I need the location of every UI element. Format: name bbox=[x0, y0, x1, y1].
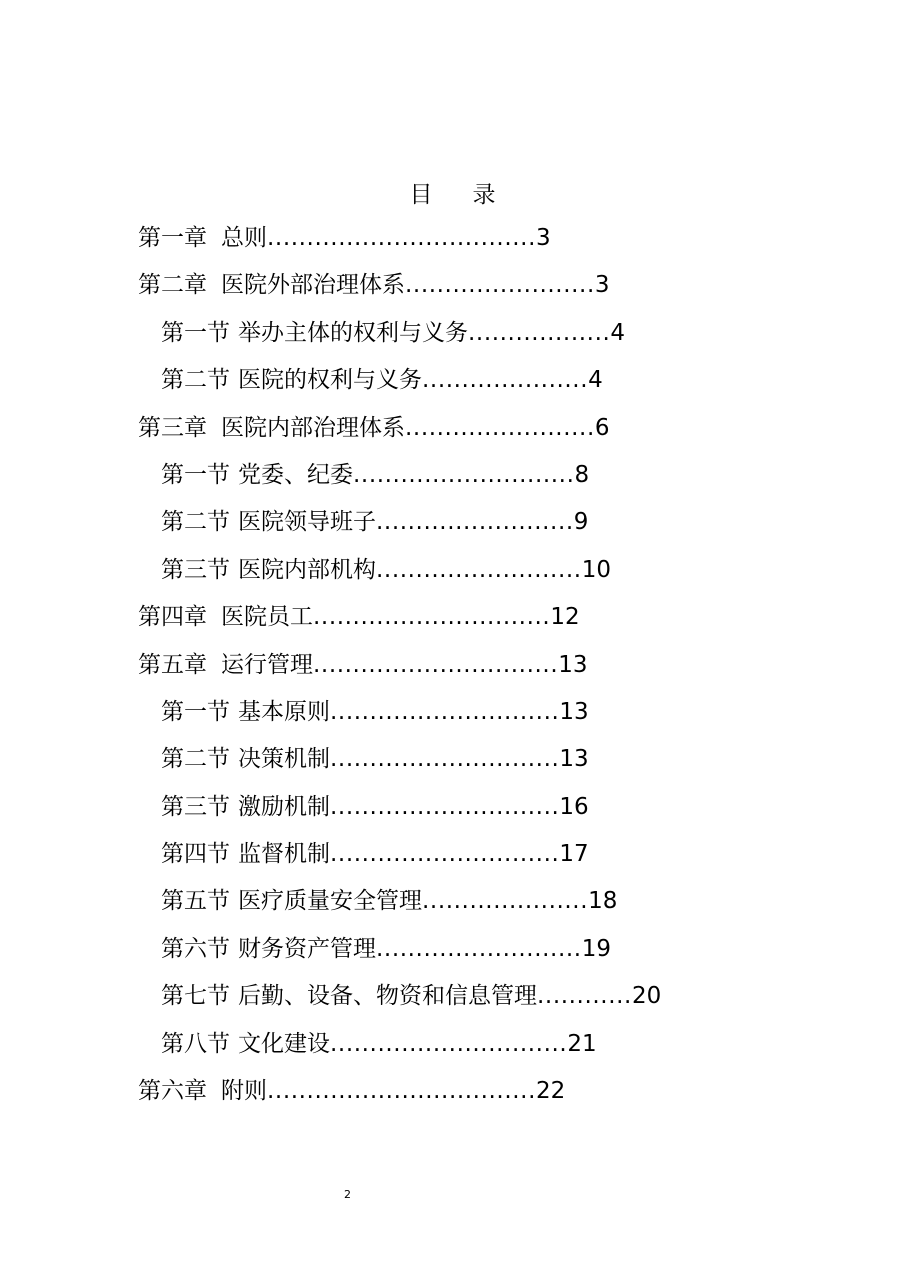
toc-entry-page: 13 bbox=[558, 651, 588, 678]
toc-entry-leader: ............ bbox=[537, 983, 632, 1010]
toc-entry-label: 第二节 bbox=[161, 509, 230, 536]
toc-entry-leader: .................................. bbox=[267, 1078, 536, 1105]
toc-entry-title: 医疗质量安全管理 bbox=[238, 888, 422, 915]
toc-entry-page: 21 bbox=[567, 1030, 597, 1057]
toc-entry-title: 监督机制 bbox=[238, 841, 330, 868]
toc-entry-leader: ............................ bbox=[353, 461, 575, 488]
toc-entry-title: 附则 bbox=[221, 1078, 267, 1105]
toc-entry-page: 4 bbox=[610, 319, 626, 346]
toc-entry-label: 第二节 bbox=[161, 367, 230, 394]
toc-entry-title: 运行管理 bbox=[221, 651, 313, 678]
toc-entry-section[interactable] bbox=[0, 787, 905, 834]
toc-entry-leader: .................................. bbox=[267, 225, 536, 251]
toc-entry-page: 22 bbox=[535, 1078, 566, 1105]
toc-entry-leader: .................. bbox=[468, 319, 611, 346]
toc-entry-section[interactable] bbox=[0, 881, 905, 928]
toc-entry-title: 总则 bbox=[221, 225, 267, 251]
toc-entry-title: 基本原则 bbox=[238, 698, 330, 725]
toc-entry-title: 财务资产管理 bbox=[238, 935, 376, 962]
toc-entry-chapter-4[interactable] bbox=[0, 597, 905, 644]
toc-entry-page: 13 bbox=[559, 746, 589, 773]
toc-entry-title: 医院内部机构 bbox=[238, 556, 376, 583]
toc-entry-section[interactable] bbox=[0, 1024, 905, 1071]
toc-entry-section[interactable] bbox=[0, 692, 905, 739]
toc-entry-leader: ..................... bbox=[422, 367, 589, 394]
toc-entry-leader: ........................ bbox=[405, 414, 595, 441]
toc-entry-title: 举办主体的权利与义务 bbox=[238, 319, 468, 346]
toc-entry-leader: ............................... bbox=[313, 651, 559, 678]
page-number: 2 bbox=[344, 1188, 351, 1201]
toc-entry-page: 12 bbox=[550, 604, 580, 631]
toc-entry-title: 医院的权利与义务 bbox=[238, 367, 422, 394]
toc-entry-page: 10 bbox=[581, 556, 611, 583]
toc-entry-leader: ............................. bbox=[330, 746, 560, 773]
toc-entry-label: 第五章 bbox=[138, 651, 207, 678]
toc-entry-title: 医院外部治理体系 bbox=[221, 272, 405, 299]
toc-entry-section[interactable] bbox=[0, 929, 905, 976]
toc-entry-chapter-2[interactable] bbox=[0, 265, 905, 312]
toc-entry-leader: .......................... bbox=[376, 935, 582, 962]
toc-entry-label: 第一章 bbox=[138, 225, 207, 251]
toc-entry-page: 4 bbox=[588, 367, 603, 394]
toc-entry-page: 20 bbox=[631, 983, 662, 1010]
toc-entry-label: 第二章 bbox=[138, 272, 207, 299]
toc-entry-title: 医院领导班子 bbox=[238, 509, 376, 536]
toc-entry-page: 17 bbox=[559, 841, 589, 868]
toc-entry-label: 第八节 bbox=[161, 1030, 230, 1057]
toc-entry-label: 第三节 bbox=[161, 556, 230, 583]
toc-entry-section[interactable] bbox=[0, 502, 905, 549]
toc-heading-char-2: 录 bbox=[472, 182, 496, 208]
toc-entry-label: 第一节 bbox=[161, 461, 230, 488]
toc-entry-leader: ............................. bbox=[330, 841, 560, 868]
table-of-contents bbox=[0, 218, 905, 1118]
toc-heading-char-1: 目 bbox=[409, 182, 433, 208]
toc-entry-title: 医院内部治理体系 bbox=[221, 414, 405, 441]
toc-entry-label: 第三节 bbox=[161, 793, 230, 820]
toc-entry-title: 决策机制 bbox=[238, 746, 330, 773]
toc-entry-section[interactable] bbox=[0, 550, 905, 597]
toc-entry-label: 第六章 bbox=[138, 1078, 207, 1105]
toc-heading bbox=[0, 176, 905, 209]
toc-entry-label: 第五节 bbox=[161, 888, 230, 915]
toc-entry-section[interactable] bbox=[0, 313, 905, 360]
toc-entry-leader: .......................... bbox=[376, 556, 582, 583]
toc-entry-chapter-3[interactable] bbox=[0, 408, 905, 455]
toc-entry-label: 第一节 bbox=[161, 319, 230, 346]
toc-entry-section[interactable] bbox=[0, 739, 905, 786]
toc-entry-chapter-6[interactable] bbox=[0, 1071, 905, 1118]
toc-entry-page: 3 bbox=[535, 225, 551, 251]
toc-entry-title: 医院员工 bbox=[221, 604, 313, 631]
toc-entry-page: 6 bbox=[594, 414, 610, 441]
toc-entry-leader: ............................. bbox=[330, 793, 560, 820]
toc-entry-title: 后勤、设备、物资和信息管理 bbox=[238, 983, 537, 1010]
toc-entry-section[interactable] bbox=[0, 834, 905, 881]
toc-entry-leader: ..................... bbox=[422, 888, 589, 915]
toc-entry-section[interactable] bbox=[0, 455, 905, 502]
toc-entry-leader: ........................ bbox=[405, 272, 595, 299]
toc-entry-title: 党委、纪委 bbox=[238, 461, 353, 488]
toc-entry-chapter-1[interactable] bbox=[0, 218, 905, 265]
toc-entry-chapter-5[interactable] bbox=[0, 645, 905, 692]
toc-entry-page: 16 bbox=[559, 793, 589, 820]
toc-entry-section[interactable] bbox=[0, 360, 905, 407]
toc-entry-leader: ......................... bbox=[376, 509, 574, 536]
toc-entry-label: 第三章 bbox=[138, 414, 207, 441]
toc-entry-label: 第一节 bbox=[161, 698, 230, 725]
toc-entry-page: 8 bbox=[574, 461, 590, 488]
toc-entry-label: 第四章 bbox=[138, 604, 207, 631]
toc-entry-label: 第二节 bbox=[161, 746, 230, 773]
toc-entry-label: 第七节 bbox=[161, 983, 230, 1010]
toc-entry-page: 9 bbox=[573, 509, 589, 536]
toc-entry-title: 激励机制 bbox=[238, 793, 330, 820]
toc-entry-leader: ............................. bbox=[330, 698, 560, 725]
toc-entry-label: 第四节 bbox=[161, 841, 230, 868]
toc-entry-label: 第六节 bbox=[161, 935, 230, 962]
toc-entry-page: 19 bbox=[581, 935, 611, 962]
toc-entry-title: 文化建设 bbox=[238, 1030, 330, 1057]
toc-entry-page: 18 bbox=[588, 888, 618, 915]
toc-entry-page: 3 bbox=[594, 272, 610, 299]
toc-entry-page: 13 bbox=[559, 698, 589, 725]
toc-entry-section[interactable] bbox=[0, 976, 905, 1023]
toc-entry-leader: .............................. bbox=[330, 1030, 568, 1057]
toc-entry-leader: .............................. bbox=[313, 604, 551, 631]
